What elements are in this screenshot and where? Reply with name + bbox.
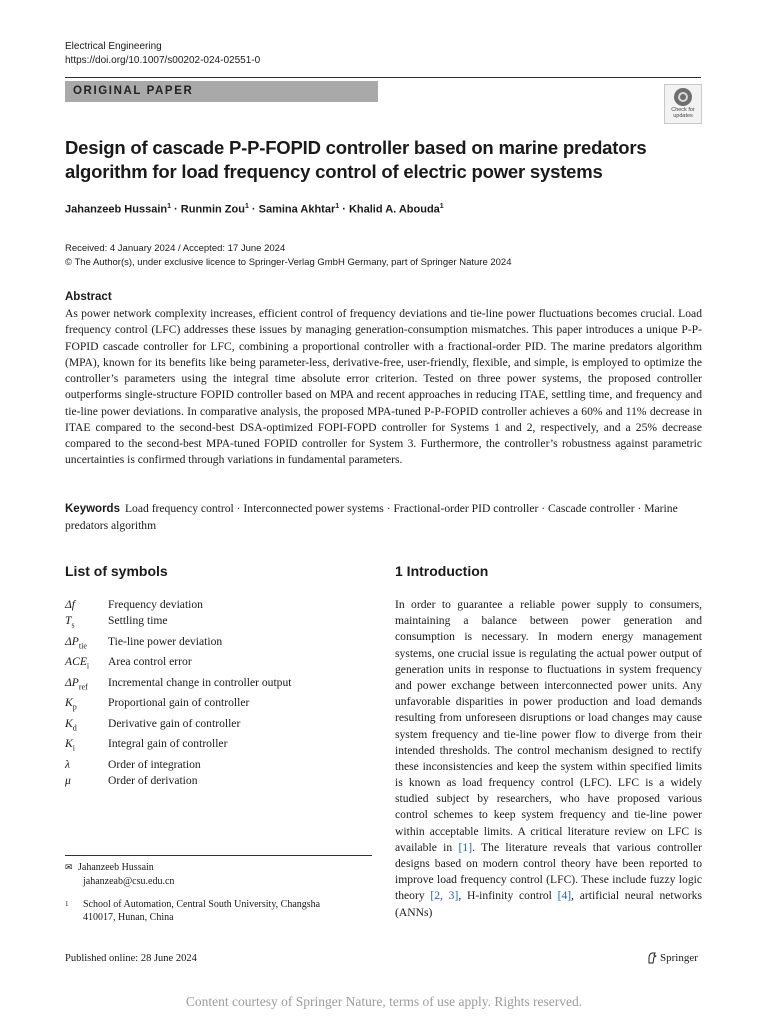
author-list: Jahanzeeb Hussain$^1$ · Runmin Zou$^1$ · Samina Akhtar$^1$ · Khalid A. Abouda$^1$ [65,203,444,216]
article-type-badge: ORIGINAL PAPER [65,81,378,102]
abstract-heading: Abstract [65,291,112,303]
author-name: Samina Akhtar [258,203,336,216]
symbol-description: Tie-line power deviation [108,634,223,648]
springer-horse-icon [647,952,657,964]
introduction-heading: 1 Introduction [395,563,489,579]
symbol: $K_i$ [65,737,75,753]
check-for-updates-button[interactable] [664,84,702,124]
symbol-row [65,695,292,716]
symbol-description: Settling time [108,614,168,628]
envelope-icon: ✉ [65,863,73,873]
symbols-list [65,597,292,789]
footnote-rule [65,855,372,856]
published-online: Published online: 28 June 2024 [65,953,197,964]
symbol: $K_p$ [65,696,77,712]
doi-link[interactable]: https://doi.org/10.1007/s00202-024-02551-0 [65,55,261,66]
paper-title: Design of cascade P-P-FOPID controller based on marine predators algorithm for load frequency control of electric power systems [65,137,647,182]
symbol-row [65,654,292,675]
check-updates-label: Check for updates [671,107,695,119]
publisher-logo: Springer [647,952,698,964]
symbol: $T_s$ [65,614,75,630]
symbol: Δf [65,598,76,611]
author-name: Khalid A. Abouda [348,203,440,216]
symbol-description: Integral gain of controller [108,737,228,751]
author-name: Runmin Zou [180,203,245,216]
symbol-row [65,634,292,655]
citation-link[interactable]: [1] [458,840,473,854]
affiliation: 1 School of Automation, Central South University, Changsha 410017, Hunan, China [65,899,321,923]
symbol-row [65,757,292,773]
symbol: $\Delta P_{ref}$ [65,675,88,692]
journal-header [65,40,260,68]
symbol-row [65,597,292,613]
symbol: $K_d$ [65,716,77,733]
citation-link[interactable]: [2, 3] [430,889,459,903]
keywords-text: Load frequency control · Interconnected power systems · Fractional-order PID controller · Cascade controller · Marine predators algorithm [65,502,678,532]
corr-email[interactable]: jahanzeab@csu.edu.cn [83,876,175,887]
symbol-row [65,675,292,696]
symbol-row [65,613,292,634]
header-rule [65,77,701,78]
symbol-description: Order of integration [108,757,201,771]
corr-name: Jahanzeeb Hussain [78,862,154,873]
citation-link[interactable]: [4] [557,889,572,903]
journal-name: Electrical Engineering [65,41,162,52]
symbol-row [65,716,292,737]
check-updates-icon [674,88,692,106]
symbols-heading: List of symbols [65,563,168,579]
symbol-description: Proportional gain of controller [108,696,250,710]
symbol: λ [65,757,71,771]
symbol-row [65,773,292,789]
keywords [65,501,702,534]
abstract-text: As power network complexity increases, efficient control of frequency deviations and tie-line power fluctuations becomes crucial. Load frequency control (LFC) addresses these issues by managing generation-consumption mismatches. This paper introduces a unique P-P-FOPID cascade controller for LFC, combining a proportional controller with a fractional-order PID. The marine predators algorithm (MPA), known for its benefits like being parameter-less, derivative-free, user-friendly, flexible, and simple, is employed to optimize the controller’s parameters using the integral time absolute error criterion. Tested on three power systems, the proposed controller outperforms single-structure FOPID controller based on MPA and recent approaches in reducing ITAE, settling time, and frequency and tie-line power deviations. In comparative analysis, the proposed MPA-tuned P-P-FOPID controller achieves a 60% and 11% decrease in ITAE compared to the second-best DSA-optimized FOPI-FOPD controller for Systems 1 and 2, respectively, and a 25% decrease compared to the second-best MPA-tuned FOPID controller for System 3. Furthermore, the controller’s robustness against parametric uncertainties is confirmed through variations in fundamental parameters. [65,307,702,467]
copyright-line: © The Author(s), under exclusive licence to Springer-Verlag GmbH Germany, part of Springer Nature 2024 [65,257,512,268]
publication-dates [65,242,512,270]
keywords-label: Keywords [65,503,120,515]
symbol: $ACE_i$ [65,655,90,671]
symbol-description: Frequency deviation [108,598,203,611]
introduction-text: In order to guarantee a reliable power supply to consumers, maintaining a balance between power generation and consumption is necessary. In modern energy management systems, one crucial issue is regulating the actual power output of generation units in response to fluctuations in system frequency and power exchange between interconnected power units. Any unfavorable disparities in power production and load demands resulting from unforeseen disruptions or load changes may cause system frequency and tie-line power flow to diverge from their intended thresholds. The control mechanism designed to rectify these inconsistencies and keep the system within specified limits is known as load frequency control (LFC). LFC is a widely studied subject by researchers, who have proposed various control schemes to keep system frequency and tie-line power within acceptable limits. A critical literature review on LFC is available in [1]. The literature reveals that various controller designs based on modern control theory have been reported to improve load frequency control (LFC). These include fuzzy logic theory [2, 3], H-infinity control [4], artificial neural networks (ANNs) [395,598,703,919]
symbol: μ [65,774,71,788]
symbol-description: Order of derivation [108,774,198,788]
symbol-description: Derivative gain of controller [108,716,241,730]
symbol-description: Area control error [108,655,192,669]
corresponding-author [65,861,174,888]
received-accepted: Received: 4 January 2024 / Accepted: 17 June 2024 [65,243,286,254]
author-name: Jahanzeeb Hussain [65,203,168,216]
symbol: $\Delta P_{tie}$ [65,634,87,651]
symbol-row [65,736,292,757]
courtesy-notice: Content courtesy of Springer Nature, terms of use apply. Rights reserved. [185,994,583,1009]
symbol-description: Incremental change in controller output [108,675,292,689]
